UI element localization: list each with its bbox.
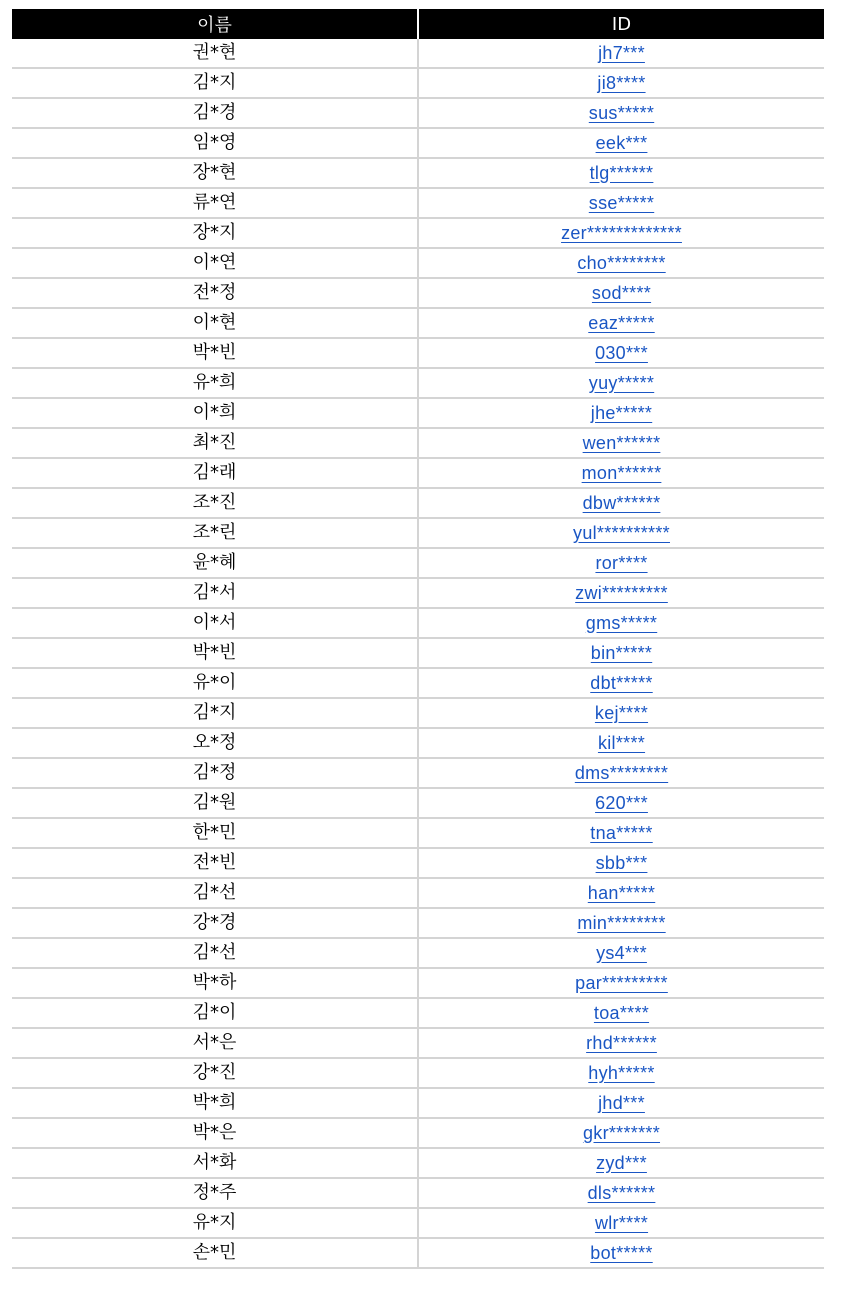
name-cell: 김*이: [12, 998, 418, 1028]
id-cell: [418, 458, 824, 488]
id-link[interactable]: dbw******: [582, 492, 661, 513]
id-cell: [418, 758, 824, 788]
id-cell: [418, 578, 824, 608]
table-row: [12, 818, 824, 848]
name-cell: 임*영: [12, 128, 418, 158]
id-link[interactable]: jhd***: [598, 1092, 645, 1113]
id-link[interactable]: hyh*****: [588, 1062, 655, 1083]
table-row: [12, 248, 824, 278]
id-link[interactable]: wlr****: [594, 1212, 649, 1233]
table-row: [12, 368, 824, 398]
id-cell: [418, 398, 824, 428]
id-link[interactable]: sbb***: [595, 852, 648, 873]
id-cell: [418, 968, 824, 998]
name-cell: 류*연: [12, 188, 418, 218]
name-cell: 김*원: [12, 788, 418, 818]
id-link[interactable]: bin*****: [590, 642, 653, 663]
name-cell: 한*민: [12, 818, 418, 848]
name-cell: 윤*혜: [12, 548, 418, 578]
id-link[interactable]: sus*****: [588, 102, 655, 123]
table-row: [12, 1178, 824, 1208]
id-link[interactable]: tna*****: [590, 822, 653, 843]
id-cell: [418, 698, 824, 728]
name-cell: 이*희: [12, 398, 418, 428]
id-link[interactable]: kil****: [597, 732, 646, 753]
name-cell: 전*정: [12, 278, 418, 308]
id-cell: [418, 668, 824, 698]
id-cell: [418, 908, 824, 938]
id-cell: [418, 998, 824, 1028]
name-cell: 이*연: [12, 248, 418, 278]
id-link[interactable]: bot*****: [590, 1242, 653, 1263]
id-cell: [418, 638, 824, 668]
name-cell: 오*정: [12, 728, 418, 758]
id-link[interactable]: dms********: [574, 762, 669, 783]
name-cell: 박*하: [12, 968, 418, 998]
id-link[interactable]: sse*****: [588, 192, 655, 213]
header-row: [12, 9, 824, 39]
table-row: [12, 128, 824, 158]
name-cell: 박*희: [12, 1088, 418, 1118]
table-row: [12, 518, 824, 548]
id-link[interactable]: dls******: [587, 1182, 656, 1203]
table-row: [12, 488, 824, 518]
member-table-container: [12, 9, 824, 1269]
id-cell: [418, 728, 824, 758]
id-cell: [418, 1178, 824, 1208]
id-cell: [418, 488, 824, 518]
id-cell: [418, 1118, 824, 1148]
name-cell: 김*정: [12, 758, 418, 788]
name-cell: 조*린: [12, 518, 418, 548]
id-link[interactable]: cho********: [577, 252, 666, 273]
id-cell: [418, 338, 824, 368]
id-link[interactable]: eaz*****: [588, 312, 655, 333]
name-cell: 이*서: [12, 608, 418, 638]
id-link[interactable]: tlg******: [589, 162, 654, 183]
name-cell: 정*주: [12, 1178, 418, 1208]
name-cell: 박*빈: [12, 638, 418, 668]
id-cell: [418, 1088, 824, 1118]
table-row: [12, 158, 824, 188]
id-link[interactable]: gms*****: [585, 612, 658, 633]
table-row: [12, 908, 824, 938]
id-cell: [418, 878, 824, 908]
id-cell: [418, 818, 824, 848]
table-row: [12, 308, 824, 338]
table-row: [12, 398, 824, 428]
id-link[interactable]: zer*************: [561, 222, 682, 243]
name-cell: 김*선: [12, 938, 418, 968]
table-row: [12, 578, 824, 608]
name-cell: 김*래: [12, 458, 418, 488]
id-cell: [418, 98, 824, 128]
name-cell: 손*민: [12, 1238, 418, 1268]
id-cell: [418, 848, 824, 878]
name-cell: 김*서: [12, 578, 418, 608]
id-link[interactable]: ror****: [595, 552, 648, 573]
table-row: [12, 458, 824, 488]
table-row: [12, 638, 824, 668]
table-row: [12, 758, 824, 788]
id-link[interactable]: jhe*****: [590, 402, 653, 423]
id-cell: [418, 1058, 824, 1088]
table-row: [12, 608, 824, 638]
name-cell: 유*희: [12, 368, 418, 398]
id-link[interactable]: gkr*******: [582, 1122, 661, 1143]
name-cell: 김*경: [12, 98, 418, 128]
table-row: [12, 548, 824, 578]
table-row: [12, 68, 824, 98]
id-cell: [418, 218, 824, 248]
id-link[interactable]: ji8****: [597, 72, 646, 93]
table-row: [12, 39, 824, 68]
name-cell: 장*현: [12, 158, 418, 188]
id-cell: [418, 188, 824, 218]
table-row: [12, 188, 824, 218]
id-cell: [418, 39, 824, 68]
table-header: [12, 9, 824, 39]
id-cell: [418, 1238, 824, 1268]
id-link[interactable]: yuy*****: [588, 372, 655, 393]
table-row: [12, 878, 824, 908]
id-link[interactable]: ys4***: [596, 942, 647, 963]
table-row: [12, 1208, 824, 1238]
table-row: [12, 1118, 824, 1148]
column-header-id: ID: [418, 9, 824, 39]
name-cell: 강*진: [12, 1058, 418, 1088]
id-cell: [418, 248, 824, 278]
id-link[interactable]: zyd***: [596, 1152, 647, 1173]
id-cell: [418, 1208, 824, 1238]
table-row: [12, 428, 824, 458]
id-cell: [418, 1028, 824, 1058]
id-cell: [418, 608, 824, 638]
name-cell: 김*지: [12, 68, 418, 98]
name-cell: 최*진: [12, 428, 418, 458]
id-cell: [418, 548, 824, 578]
id-cell: [418, 278, 824, 308]
table-row: [12, 788, 824, 818]
table-row: [12, 218, 824, 248]
id-cell: [418, 1148, 824, 1178]
name-cell: 장*지: [12, 218, 418, 248]
table-row: [12, 278, 824, 308]
member-table: [12, 9, 824, 1269]
id-cell: [418, 68, 824, 98]
id-link[interactable]: sod****: [591, 282, 652, 303]
id-link[interactable]: mon******: [581, 462, 662, 483]
id-link[interactable]: dbt*****: [590, 672, 653, 693]
table-row: [12, 1058, 824, 1088]
id-cell: [418, 368, 824, 398]
table-row: [12, 338, 824, 368]
id-cell: [418, 518, 824, 548]
name-cell: 박*은: [12, 1118, 418, 1148]
table-row: [12, 938, 824, 968]
name-cell: 조*진: [12, 488, 418, 518]
table-row: [12, 968, 824, 998]
name-cell: 김*선: [12, 878, 418, 908]
table-row: [12, 1028, 824, 1058]
id-link[interactable]: jh7***: [598, 42, 645, 63]
name-cell: 전*빈: [12, 848, 418, 878]
id-link[interactable]: par*********: [575, 972, 668, 993]
table-row: [12, 698, 824, 728]
id-link[interactable]: kej****: [594, 702, 649, 723]
name-cell: 박*빈: [12, 338, 418, 368]
table-body: [12, 39, 824, 1268]
name-cell: 유*이: [12, 668, 418, 698]
id-link[interactable]: min********: [577, 912, 666, 933]
column-header-name: 이름: [12, 9, 418, 39]
id-link[interactable]: han*****: [587, 882, 656, 903]
id-link[interactable]: toa****: [593, 1002, 650, 1023]
id-link[interactable]: 030***: [595, 342, 648, 363]
id-link[interactable]: 620***: [595, 792, 648, 813]
table-row: [12, 668, 824, 698]
table-row: [12, 1088, 824, 1118]
name-cell: 김*지: [12, 698, 418, 728]
table-row: [12, 998, 824, 1028]
table-row: [12, 728, 824, 758]
id-cell: [418, 128, 824, 158]
id-link[interactable]: wen******: [582, 432, 661, 453]
id-cell: [418, 308, 824, 338]
table-row: [12, 1148, 824, 1178]
name-cell: 이*현: [12, 308, 418, 338]
id-cell: [418, 158, 824, 188]
id-link[interactable]: eek***: [595, 132, 648, 153]
id-link[interactable]: zwi*********: [575, 582, 668, 603]
id-cell: [418, 938, 824, 968]
id-link[interactable]: rhd******: [586, 1032, 657, 1053]
id-link[interactable]: yul**********: [573, 522, 670, 543]
table-row: [12, 98, 824, 128]
name-cell: 권*현: [12, 39, 418, 68]
name-cell: 강*경: [12, 908, 418, 938]
name-cell: 유*지: [12, 1208, 418, 1238]
table-row: [12, 848, 824, 878]
id-cell: [418, 788, 824, 818]
name-cell: 서*화: [12, 1148, 418, 1178]
table-row: [12, 1238, 824, 1268]
name-cell: 서*은: [12, 1028, 418, 1058]
id-cell: [418, 428, 824, 458]
